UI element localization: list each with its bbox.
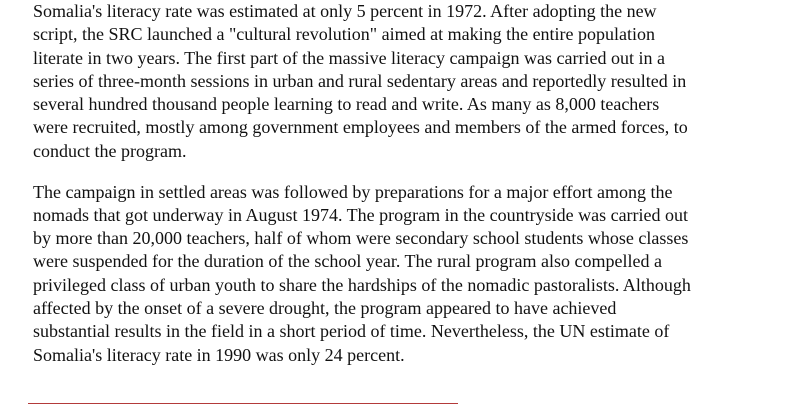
text-line: nomads that got underway in August 1974. The program in the countryside was carried out [33, 204, 689, 225]
text-line: by more than 20,000 teachers, half of whom were secondary school students whose classes [33, 228, 689, 249]
text-line: conduct the program. [33, 140, 187, 161]
text-line: The campaign in settled areas was followed by preparations for a major effort among the [33, 181, 673, 202]
text-line: Somalia's literacy rate in 1990 was only 24 percent. [33, 344, 405, 365]
text-line: substantial results in the field in a short period of time. Nevertheless, the UN estimate of [33, 321, 670, 342]
text-line: series of three-month sessions in urban and rural sedentary areas and reportedly resulted in [33, 70, 687, 91]
text-line: privileged class of urban youth to share the hardships of the nomadic pastoralists. Although [33, 274, 691, 295]
text-line: literate in two years. The first part of the massive literacy campaign was carried out in a [33, 47, 665, 68]
paragraph-nomad-campaign [33, 181, 790, 391]
text-line: Somalia's literacy rate was estimated at only 5 percent in 1972. After adopting the new [33, 1, 657, 21]
text-line: were suspended for the duration of the school year. The rural program also compelled a [33, 251, 662, 272]
text-line: script, the SRC launched a "cultural revolution" aimed at making the entire population [33, 24, 656, 45]
paragraph-literacy-1972 [33, 0, 790, 163]
text-line [33, 367, 790, 390]
text-line: several hundred thousand people learning to read and write. As many as 8,000 teachers [33, 94, 660, 115]
underline-rule [28, 403, 458, 404]
text-line: were recruited, mostly among government employees and members of the armed forces, to [33, 117, 688, 138]
text-line: affected by the onset of a severe drought, the program appeared to have achieved [33, 298, 617, 319]
